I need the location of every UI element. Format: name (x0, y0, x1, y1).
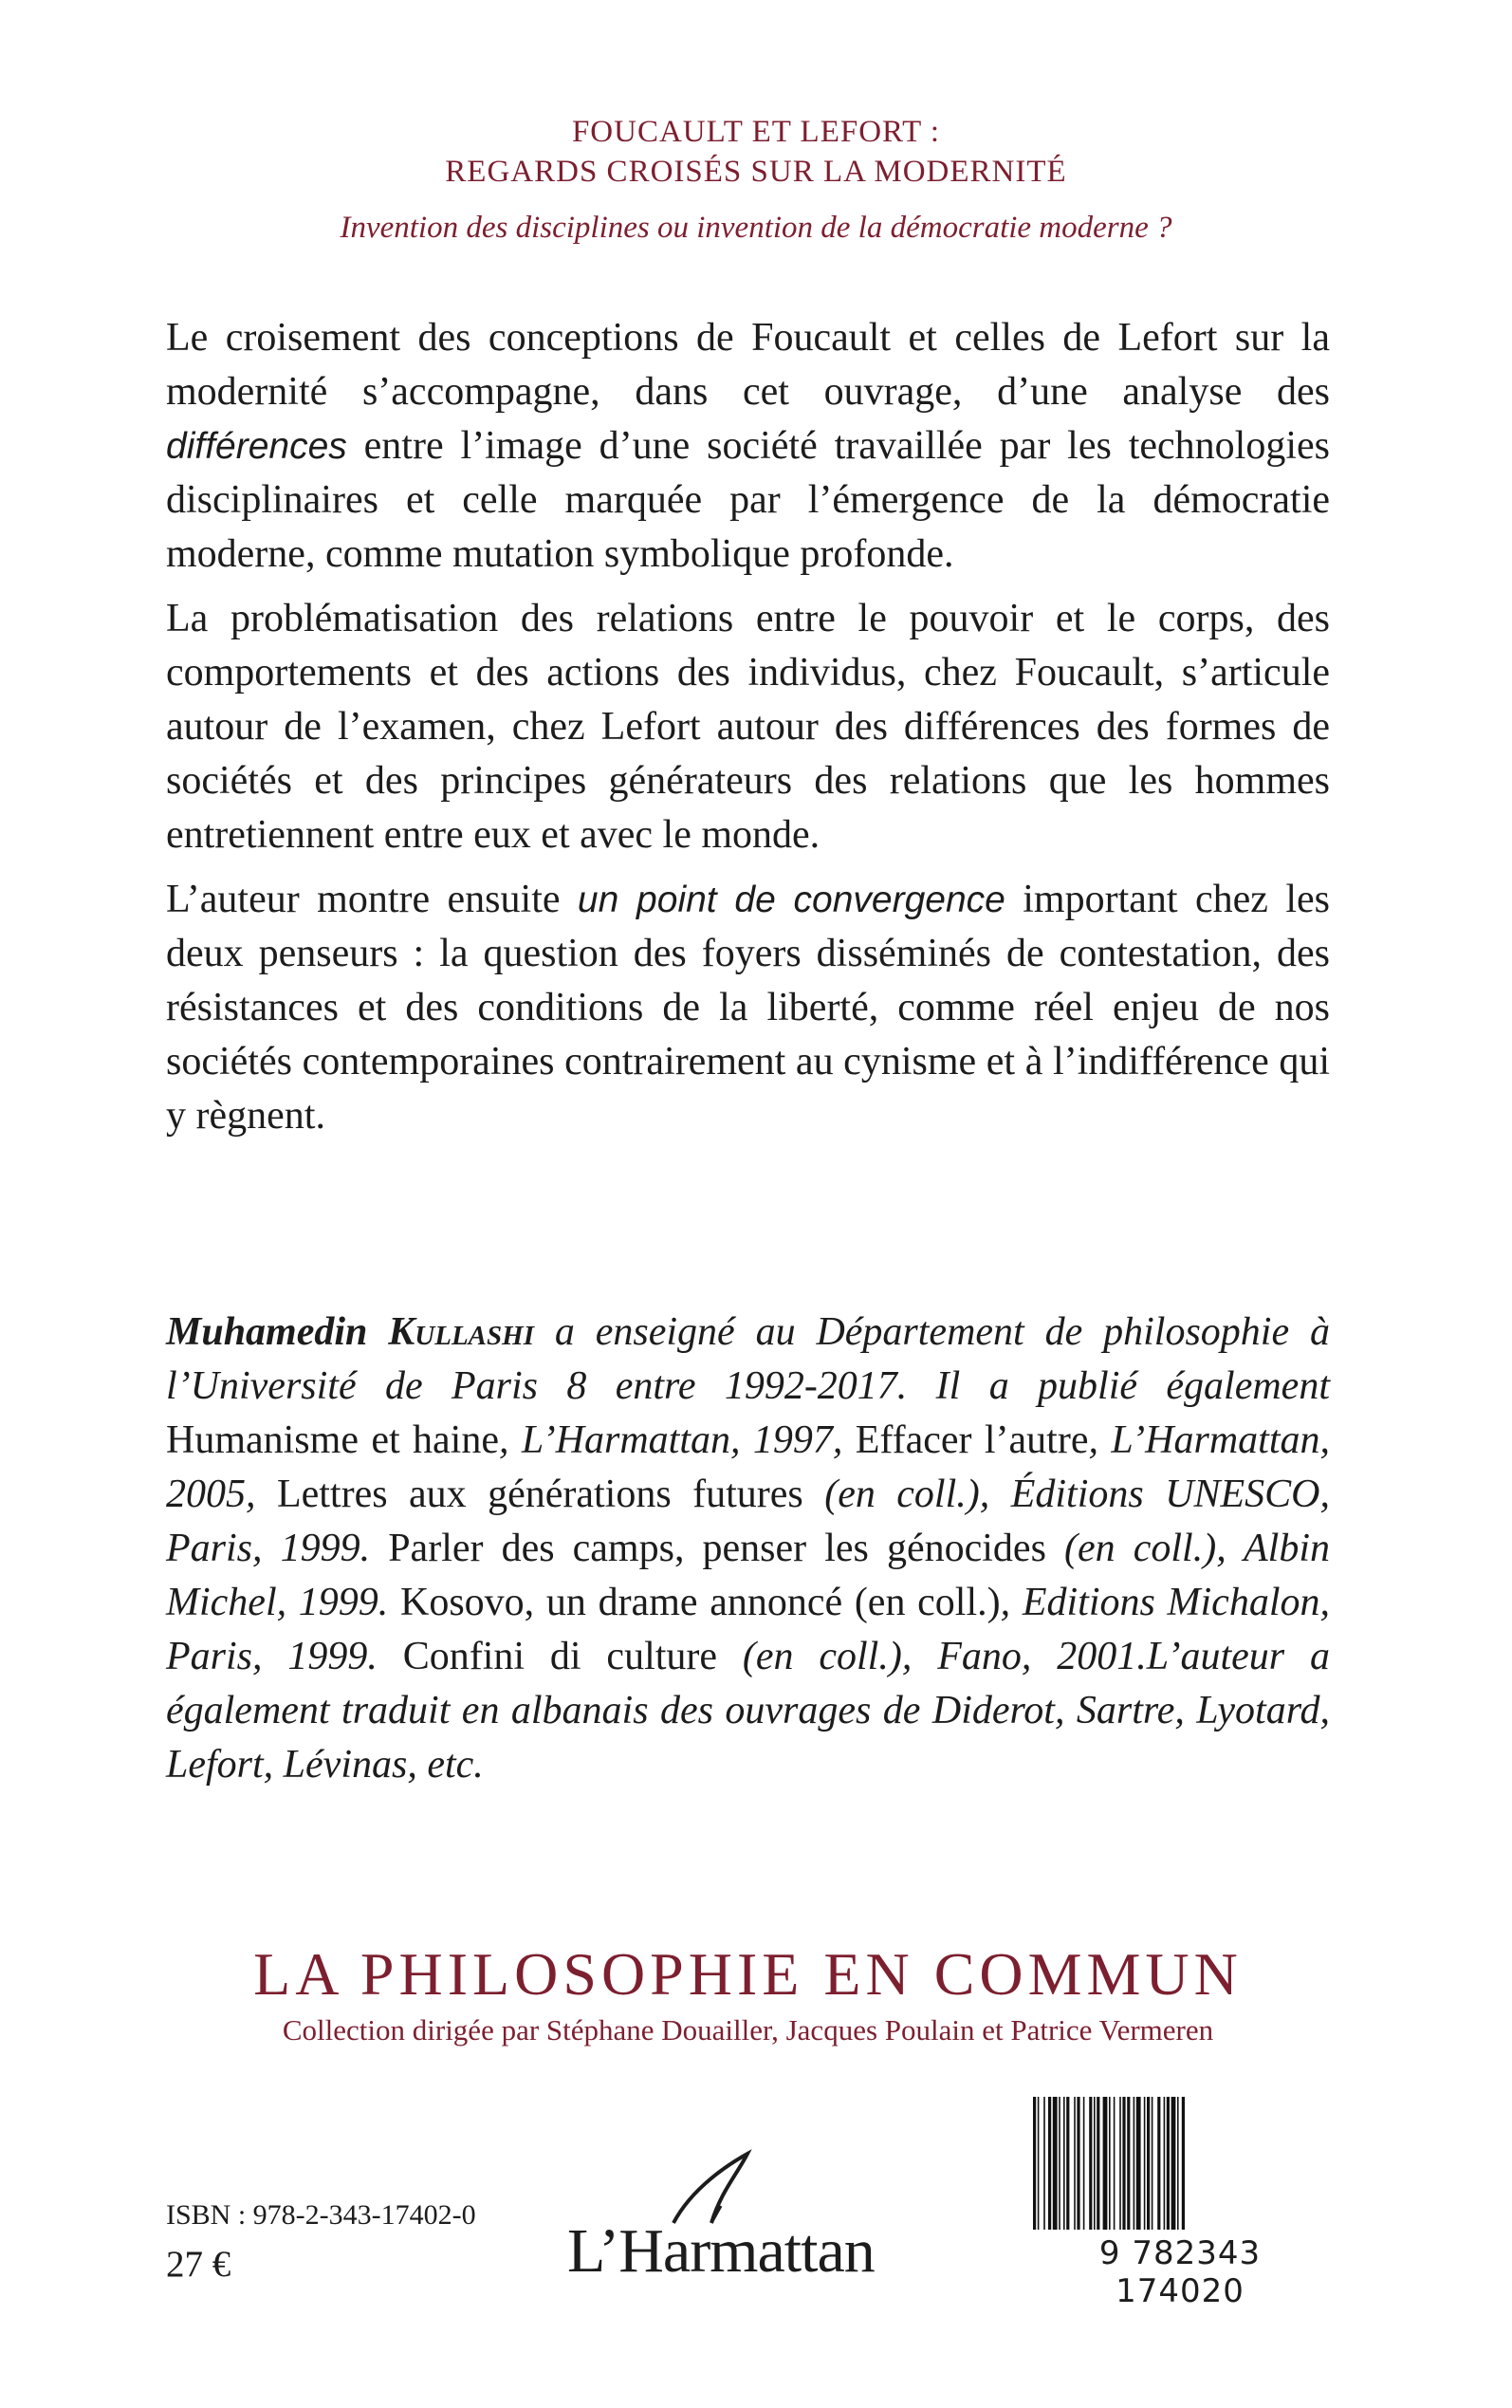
barcode-bar (1147, 2097, 1150, 2230)
summary-p1-text-a: Le croisement des conceptions de Foucault et celles de Lefort sur la modernité s’accompagne, dans cet ouvrage, d’une analyse des (166, 316, 1330, 414)
barcode-bar (1134, 2097, 1135, 2230)
author-biography (166, 1306, 1330, 1792)
bio-text-2: , L’Harmattan, 1997, (498, 1418, 856, 1462)
summary-paragraph-3 (166, 873, 1330, 1143)
barcode-bar (1063, 2097, 1065, 2230)
barcode-bar (1157, 2097, 1160, 2230)
barcode-bar (1077, 2097, 1079, 2230)
barcode-icon (1031, 2097, 1329, 2230)
book-title-6: Confini di culture (402, 1635, 718, 1678)
barcode-bar (1097, 2097, 1099, 2230)
summary-p3-emphasis: un point de convergence (577, 880, 1005, 920)
barcode-bar (1059, 2097, 1060, 2230)
barcode-bar (1177, 2097, 1179, 2230)
book-title-1: Humanisme et haine (166, 1418, 499, 1462)
barcode-bar (1171, 2097, 1176, 2230)
book-title-4: Parler des camps, penser les génocides (388, 1527, 1046, 1570)
summary-paragraph-2: La problématisation des relations entre le pouvoir et le corps, des comportements et des actions des individus, chez Foucault, s’articule autour de l’examen, chez Lefort autour des différences des formes de sociétés et des principes générateurs des relations que les hommes entretiennent entre eux et avec le monde. (166, 597, 1330, 857)
author-first-name: Muhamedin (166, 1310, 389, 1354)
barcode-bar (1182, 2097, 1185, 2230)
book-title-5: Kosovo, un drame annoncé (en coll.) (400, 1581, 1001, 1624)
book-title-2: Effacer l’autre (855, 1418, 1089, 1462)
barcode-bar (1127, 2097, 1130, 2230)
barcode-bar (1074, 2097, 1076, 2230)
isbn-label: ISBN : 978-2-343-17402-0 (166, 2199, 476, 2231)
barcode-bar (1114, 2097, 1116, 2230)
barcode-digits: 9 782343 174020 (1098, 2234, 1262, 2310)
summary-p3-text-b: important chez les deux penseurs : la question des foyers disséminés de contestation, des résistances et des conditions de la liberté, comme réel enjeu de nos sociétés contemporaines contrairement au cynisme et à l’indifférence qui y règnent. (166, 878, 1330, 1138)
cover-header (0, 112, 1512, 246)
bio-text-7: (en coll.), Fano, 2001.L’auteur a également traduit en albanais des ouvrages de Diderot, Sartre, Lyotard, Lefort, Lévinas, etc. (166, 1635, 1330, 1787)
book-subtitle: Invention des disciplines ou invention de la démocratie moderne ? (340, 211, 1172, 245)
book-title-line-2: REGARDS CROISÉS SUR LA MODERNITÉ (445, 155, 1067, 189)
author-last-name: Kullashi (388, 1310, 534, 1354)
publisher-name: L’Harmattan (567, 2216, 875, 2286)
bio-text-5: (en coll.), Albin Michel, 1999. (166, 1527, 1331, 1624)
bio-text-1: a enseigné au Département de philosophie à l’Université de Paris 8 entre 1992-2017. Il a publié également (166, 1310, 1330, 1408)
barcode-bar (1043, 2097, 1045, 2230)
collection-name: LA PHILOSOPHIE EN COMMUN (253, 1940, 1243, 2008)
barcode-bar (1053, 2097, 1058, 2230)
bio-text-4: (en coll.), Éditions UNESCO, Paris, 1999. (166, 1473, 1330, 1570)
barcode-bar (1103, 2097, 1108, 2230)
barcode-bar (1122, 2097, 1125, 2230)
barcode-bar (1033, 2097, 1036, 2230)
barcode-bar (1083, 2097, 1085, 2230)
barcode-bar (1094, 2097, 1096, 2230)
barcode-bar (1048, 2097, 1051, 2230)
summary-paragraph-1 (166, 311, 1330, 582)
barcode-bar (1152, 2097, 1153, 2230)
collection-block (166, 1941, 1330, 2047)
barcode-bar (1038, 2097, 1040, 2230)
barcode-bar (1109, 2097, 1111, 2230)
collection-editors: Collection dirigée par Stéphane Douailler, Jacques Poulain et Patrice Vermeren (282, 2013, 1214, 2047)
barcode-bar (1089, 2097, 1092, 2230)
barcode-bar (1066, 2097, 1069, 2230)
barcode-bar (1167, 2097, 1170, 2230)
book-title-3: Lettres aux générations futures (276, 1473, 803, 1516)
bio-text-3: , L’Harmattan, 2005, (166, 1418, 1330, 1516)
barcode-bar (1164, 2097, 1166, 2230)
bio-text-6: , Editions Michalon, Paris, 1999. (166, 1581, 1330, 1678)
barcode-bar (1136, 2097, 1141, 2230)
barcode-bar (1144, 2097, 1146, 2230)
book-summary (166, 311, 1330, 1154)
barcode-bar (1119, 2097, 1121, 2230)
price-label: 27 € (166, 2244, 231, 2285)
isbn-barcode (1031, 2097, 1329, 2310)
book-title-line-1: FOUCAULT ET LEFORT : (571, 115, 941, 149)
summary-p3-text-a: L’auteur montre ensuite (166, 878, 578, 921)
summary-p1-text-b: entre l’image d’une société travaillée par les technologies disciplinaires et celle marquée par l’émergence de la démocratie moderne, comme mutation symbolique profonde. (166, 424, 1330, 576)
summary-p1-emphasis: différences (166, 426, 347, 467)
